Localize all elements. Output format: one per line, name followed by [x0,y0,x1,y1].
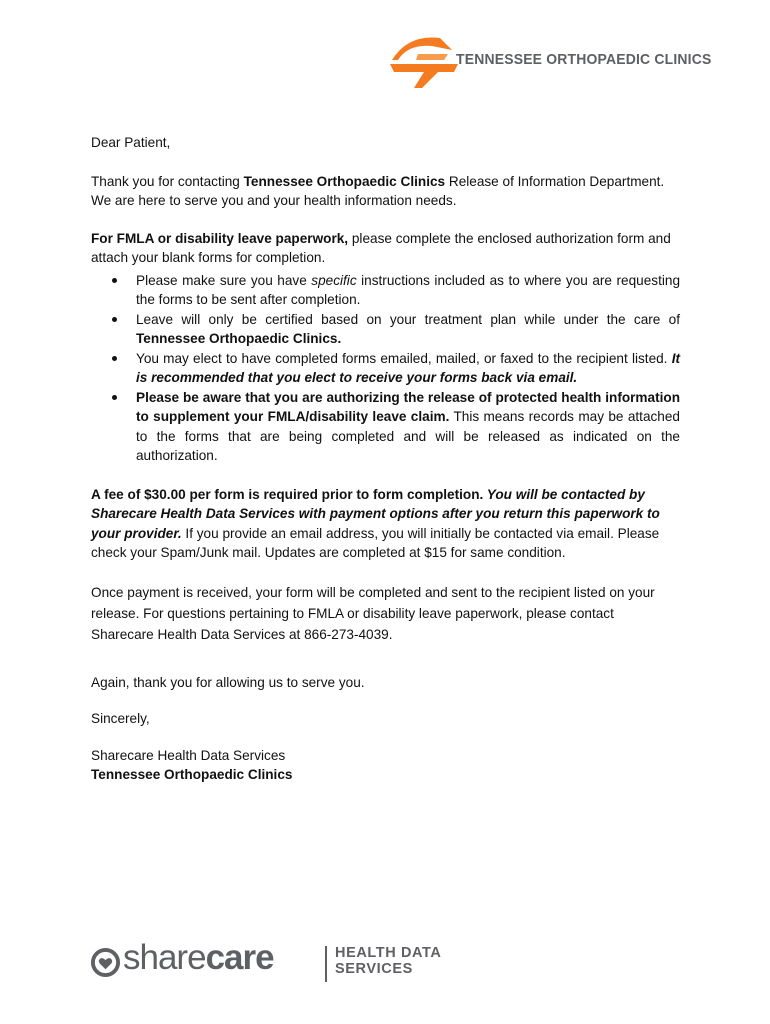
list-item [91,388,680,466]
item-text: You may elect to have completed forms emailed, mailed, or faxed to the recipient listed. [136,350,672,366]
instructions-list [91,271,680,466]
item-text: This means records may be attached to the forms that are being completed and will be released as indicated on the authorization. [136,409,680,463]
hds-line-2: SERVICES [335,961,413,977]
fmla-heading: For FMLA or disability leave paperwork, [91,230,349,246]
wordmark-share: share [123,938,206,977]
thanks-line: Again, thank you for allowing us to serve you. [91,674,365,690]
item-emphasis: specific [311,272,357,288]
item-emphasis: Tennessee Orthopaedic Clinics. [136,331,342,346]
fmla-text: please complete the enclosed authorization form and attach your blank forms for completion. [91,230,671,265]
list-item [91,310,680,349]
fee-heading: A fee of $30.00 per form is required prior to form completion. [91,486,484,502]
bullet-icon [112,317,117,322]
signature-line-2 [91,765,680,785]
list-item [91,349,680,388]
item-text: Leave will only be certified based on your treatment plan while under the care of [136,311,680,327]
brand-name: TENNESSEE ORTHOPAEDIC CLINICS [456,51,712,68]
sincerely-line: Sincerely, [91,711,150,726]
bullet-icon [112,278,117,283]
signature-org: Tennessee Orthopaedic Clinics [91,767,293,782]
fee-text: If you provide an email address, you will initially be contacted via email. Please check your Spam/Junk mail. Updates are completed at $15 for same condition. [91,525,660,560]
item-emphasis: It is recommended that you elect to receive your forms back via email. [136,350,680,385]
sharecare-heart-icon [90,947,121,978]
signature-line-1: Sharecare Health Data Services [91,747,286,763]
list-item [91,271,680,310]
tennessee-orthopaedic-clinics-logo [388,30,712,92]
fee-paragraph [91,485,680,563]
item-text-end: instructions included as to where you are requesting the forms to be sent after completion. [136,272,681,307]
health-data-services-label [335,945,441,977]
intro-text: Thank you for contacting [91,173,244,189]
item-emphasis: Please be aware that you are authorizing the release of protected health information to supplement your FMLA/disability leave claim. [136,389,680,424]
bullet-icon [112,356,117,361]
logo-divider [325,946,327,982]
sharecare-health-data-services-logo [90,938,470,988]
intro-paragraph [91,172,680,211]
letter-body [91,133,680,785]
fmla-paragraph [91,229,680,268]
sharecare-wordmark [123,938,274,978]
fee-emphasis: You will be contacted by Sharecare Health Data Services with payment options after you return this paperwork to your provider. [91,486,660,541]
clinic-name: Tennessee Orthopaedic Clinics [243,173,446,189]
orange-tennessee-swoosh-icon [388,30,460,92]
bullet-icon [112,395,117,400]
wordmark-care: care [205,938,274,977]
item-text: Please make sure you have [136,272,312,288]
payment-paragraph: Once payment is received, your form will be completed and sent to the recipient listed on your release. For questions pertaining to FMLA or disability leave paperwork, please contact Sharecare Health Data Services at 866-273-4039. [91,584,655,642]
intro-text-end: Release of Information Department. We are here to serve you and your health information needs. [91,173,665,208]
greeting: Dear Patient, [91,135,171,150]
hds-line-1: HEALTH DATA [335,945,442,961]
